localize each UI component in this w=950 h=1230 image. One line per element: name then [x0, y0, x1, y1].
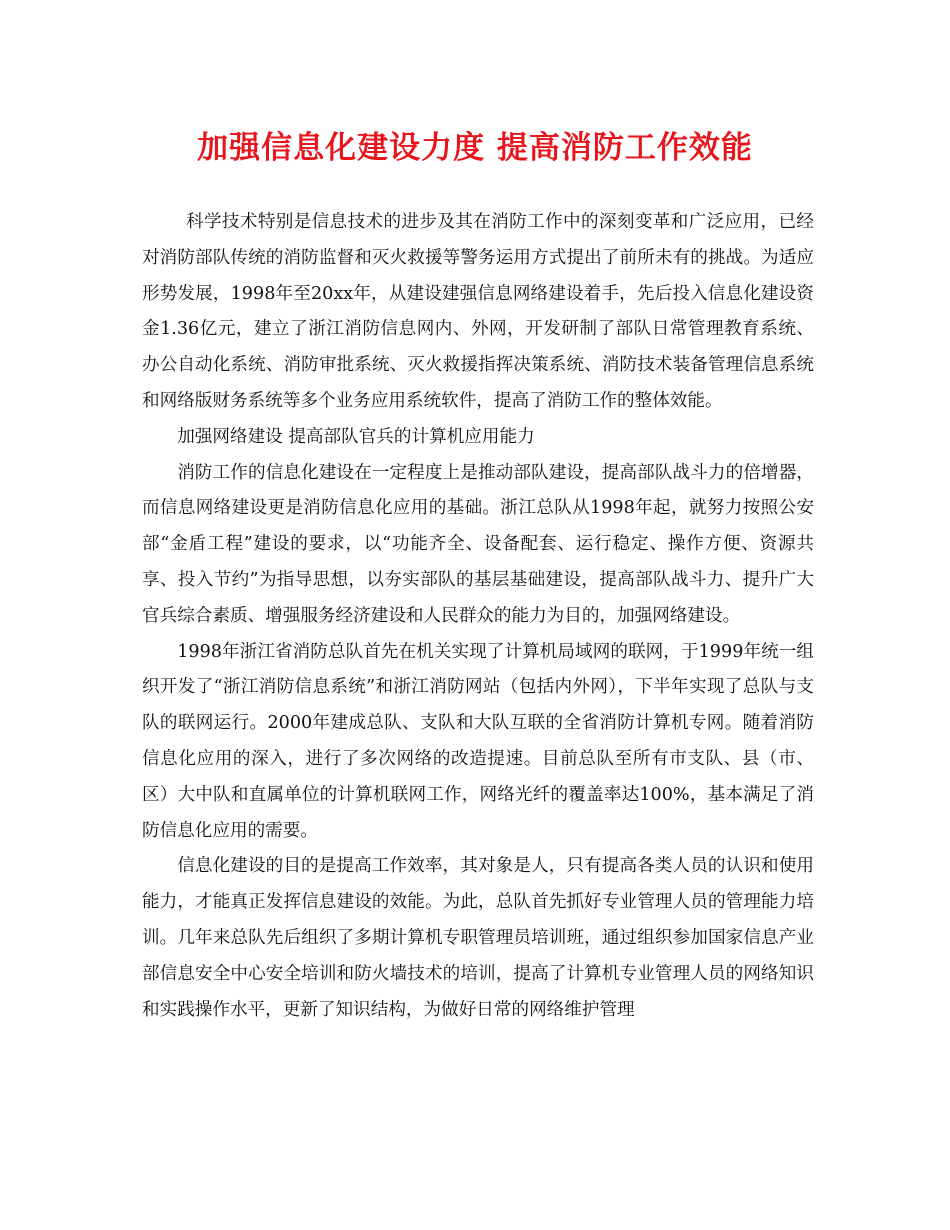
document-title: 加强信息化建设力度 提高消防工作效能: [197, 130, 753, 166]
paragraph-network-history: 1998年浙江省消防总队首先在机关实现了计算机局域网的联网，于1999年统一组织开发了“浙江消防信息系统”和浙江消防网站（包括内外网），下半年实现了总队与支队的联网运行。2000年建成总队、支队和大队互联的全省消防计算机专网。随着消防信息化应用的深入，进行了多次网络的改造提速。目前总队至所有市支队、县（市、区）大中队和直属单位的计算机联网工作，网络光纤的覆盖率达100%，基本满足了消防信息化应用的需要。: [142, 641, 814, 841]
document-body: [142, 205, 814, 1028]
section-heading-network: 加强网络建设 提高部队官兵的计算机应用能力: [177, 426, 535, 447]
paragraph-network-basis: 消防工作的信息化建设在一定程度上是推动部队建设，提高部队战斗力的倍增器，而信息网络建设更是消防信息化应用的基础。浙江总队从1998年起，就努力按照公安部“金盾工程”建设的要求，以“功能齐全、设备配套、运行稳定、操作方便、资源共享、投入节约”为指导思想，以夯实部队的基层基础建设，提高部队战斗力、提升广大官兵综合素质、增强服务经济建设和人民群众的能力为目的，加强网络建设。: [142, 462, 814, 626]
paragraph-intro: 科学技术特别是信息技术的进步及其在消防工作中的深刻变革和广泛应用，已经对消防部队传统的消防监督和灭火救援等警务运用方式提出了前所未有的挑战。为适应形势发展，1998年至20xx年，从建设建强信息网络建设着手，先后投入信息化建设资金1.36亿元，建立了浙江消防信息网内、外网，开发研制了部队日常管理教育系统、办公自动化系统、消防审批系统、灭火救援指挥决策系统、消防技术装备管理信息系统和网络版财务系统等多个业务应用系统软件，提高了消防工作的整体效能。: [142, 212, 814, 411]
paragraph-training: 信息化建设的目的是提高工作效率，其对象是人，只有提高各类人员的认识和使用能力，才能真正发挥信息建设的效能。为此，总队首先抓好专业管理人员的管理能力培训。几年来总队先后组织了多期计算机专职管理员培训班，通过组织参加国家信息产业部信息安全中心安全培训和防火墙技术的培训，提高了计算机专业管理人员的网络知识和实践操作水平，更新了知识结构，为做好日常的网络维护管理: [142, 856, 814, 1020]
